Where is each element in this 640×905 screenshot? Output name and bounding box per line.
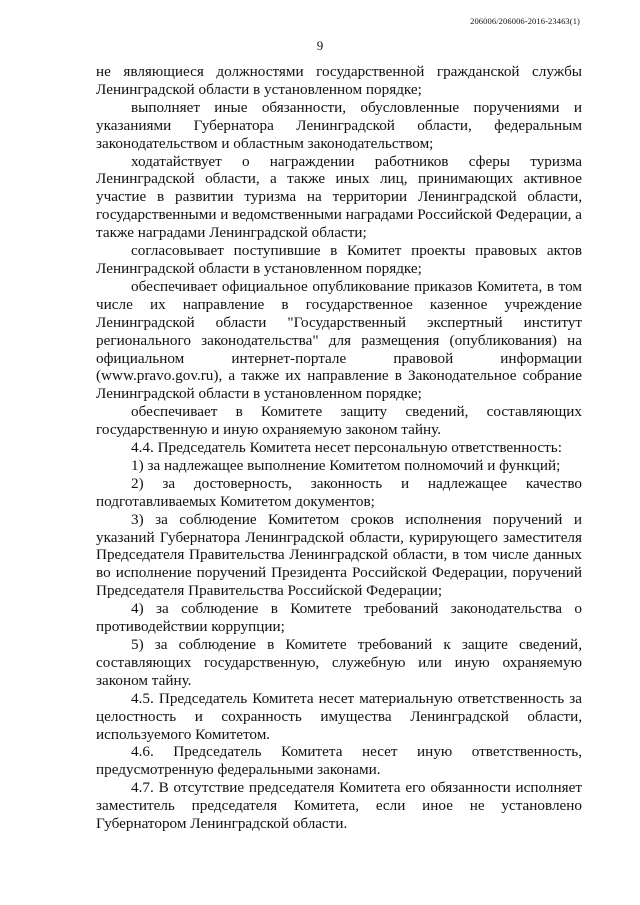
- paragraph-6: обеспечивает в Комитете защиту сведений, составляющих государственную и иную охраняемую законом тайну.: [96, 403, 582, 439]
- section-4-5: 4.5. Председатель Комитета несет материальную ответственность за целостность и сохранность имущества Ленинградской области, используемого Комитетом.: [96, 689, 582, 743]
- section-4-6: 4.6. Председатель Комитета несет иную ответственность, предусмотренную федеральными законами.: [96, 743, 582, 779]
- responsibility-item-2: 2) за достоверность, законность и надлежащее качество подготавливаемых Комитетом документов;: [96, 474, 582, 510]
- paragraph-3: ходатайствует о награждении работников сферы туризма Ленинградской области, а также иных лиц, принимающих активное участие в развитии туризма на территории Ленинградской области, государственными и ведомственными наградами Российской Федерации, а также наградами Ленинградской области;: [96, 152, 582, 242]
- paragraph-4: согласовывает поступившие в Комитет проекты правовых актов Ленинградской области в установленном порядке;: [96, 242, 582, 277]
- document-id: 206006/206006-2016-23463(1): [470, 16, 580, 26]
- paragraph-1: не являющиеся должностями государственной гражданской службы Ленинградской области в установленном порядке;: [96, 63, 582, 98]
- responsibility-item-5: 5) за соблюдение в Комитете требований к защите сведений, составляющих государственную, служебную или иную охраняемую законом тайну.: [96, 636, 582, 689]
- responsibility-item-4: 4) за соблюдение в Комитете требований законодательства о противодействии коррупции;: [96, 600, 582, 636]
- responsibility-item-3: 3) за соблюдение Комитетом сроков исполнения поручений и указаний Губернатора Ленинградской области, курирующего заместителя Председателя Правительства Ленинградской области, в том числе данных во исполнение поручений Президента Российской Федерации, поручений Председателя Правительства Российской Федерации;: [96, 510, 582, 600]
- page-number: 9: [316, 38, 324, 53]
- section-4-4-heading: 4.4. Председатель Комитета несет персональную ответственность:: [131, 439, 562, 457]
- responsibility-item-1: 1) за надлежащее выполнение Комитетом полномочий и функций;: [131, 456, 561, 474]
- paragraph-5: обеспечивает официальное опубликование приказов Комитета, в том числе их направление в государственное казенное учреждение Ленинградской области "Государственный экспертный институт регионального законодательства" для размещения (опубликования) на официальном интернет-портале правовой информации (www.pravo.gov.ru), а также их направление в Законодательное собрание Ленинградской области в установленном порядке;: [96, 277, 582, 403]
- paragraph-2: выполняет иные обязанности, обусловленные поручениями и указаниями Губернатора Ленинградской области, федеральным законодательством и областным законодательством;: [96, 98, 582, 152]
- document-body: [96, 63, 582, 833]
- section-4-7: 4.7. В отсутствие председателя Комитета его обязанности исполняет заместитель председателя Комитета, если иное не установлено Губернатором Ленинградской области.: [96, 779, 582, 833]
